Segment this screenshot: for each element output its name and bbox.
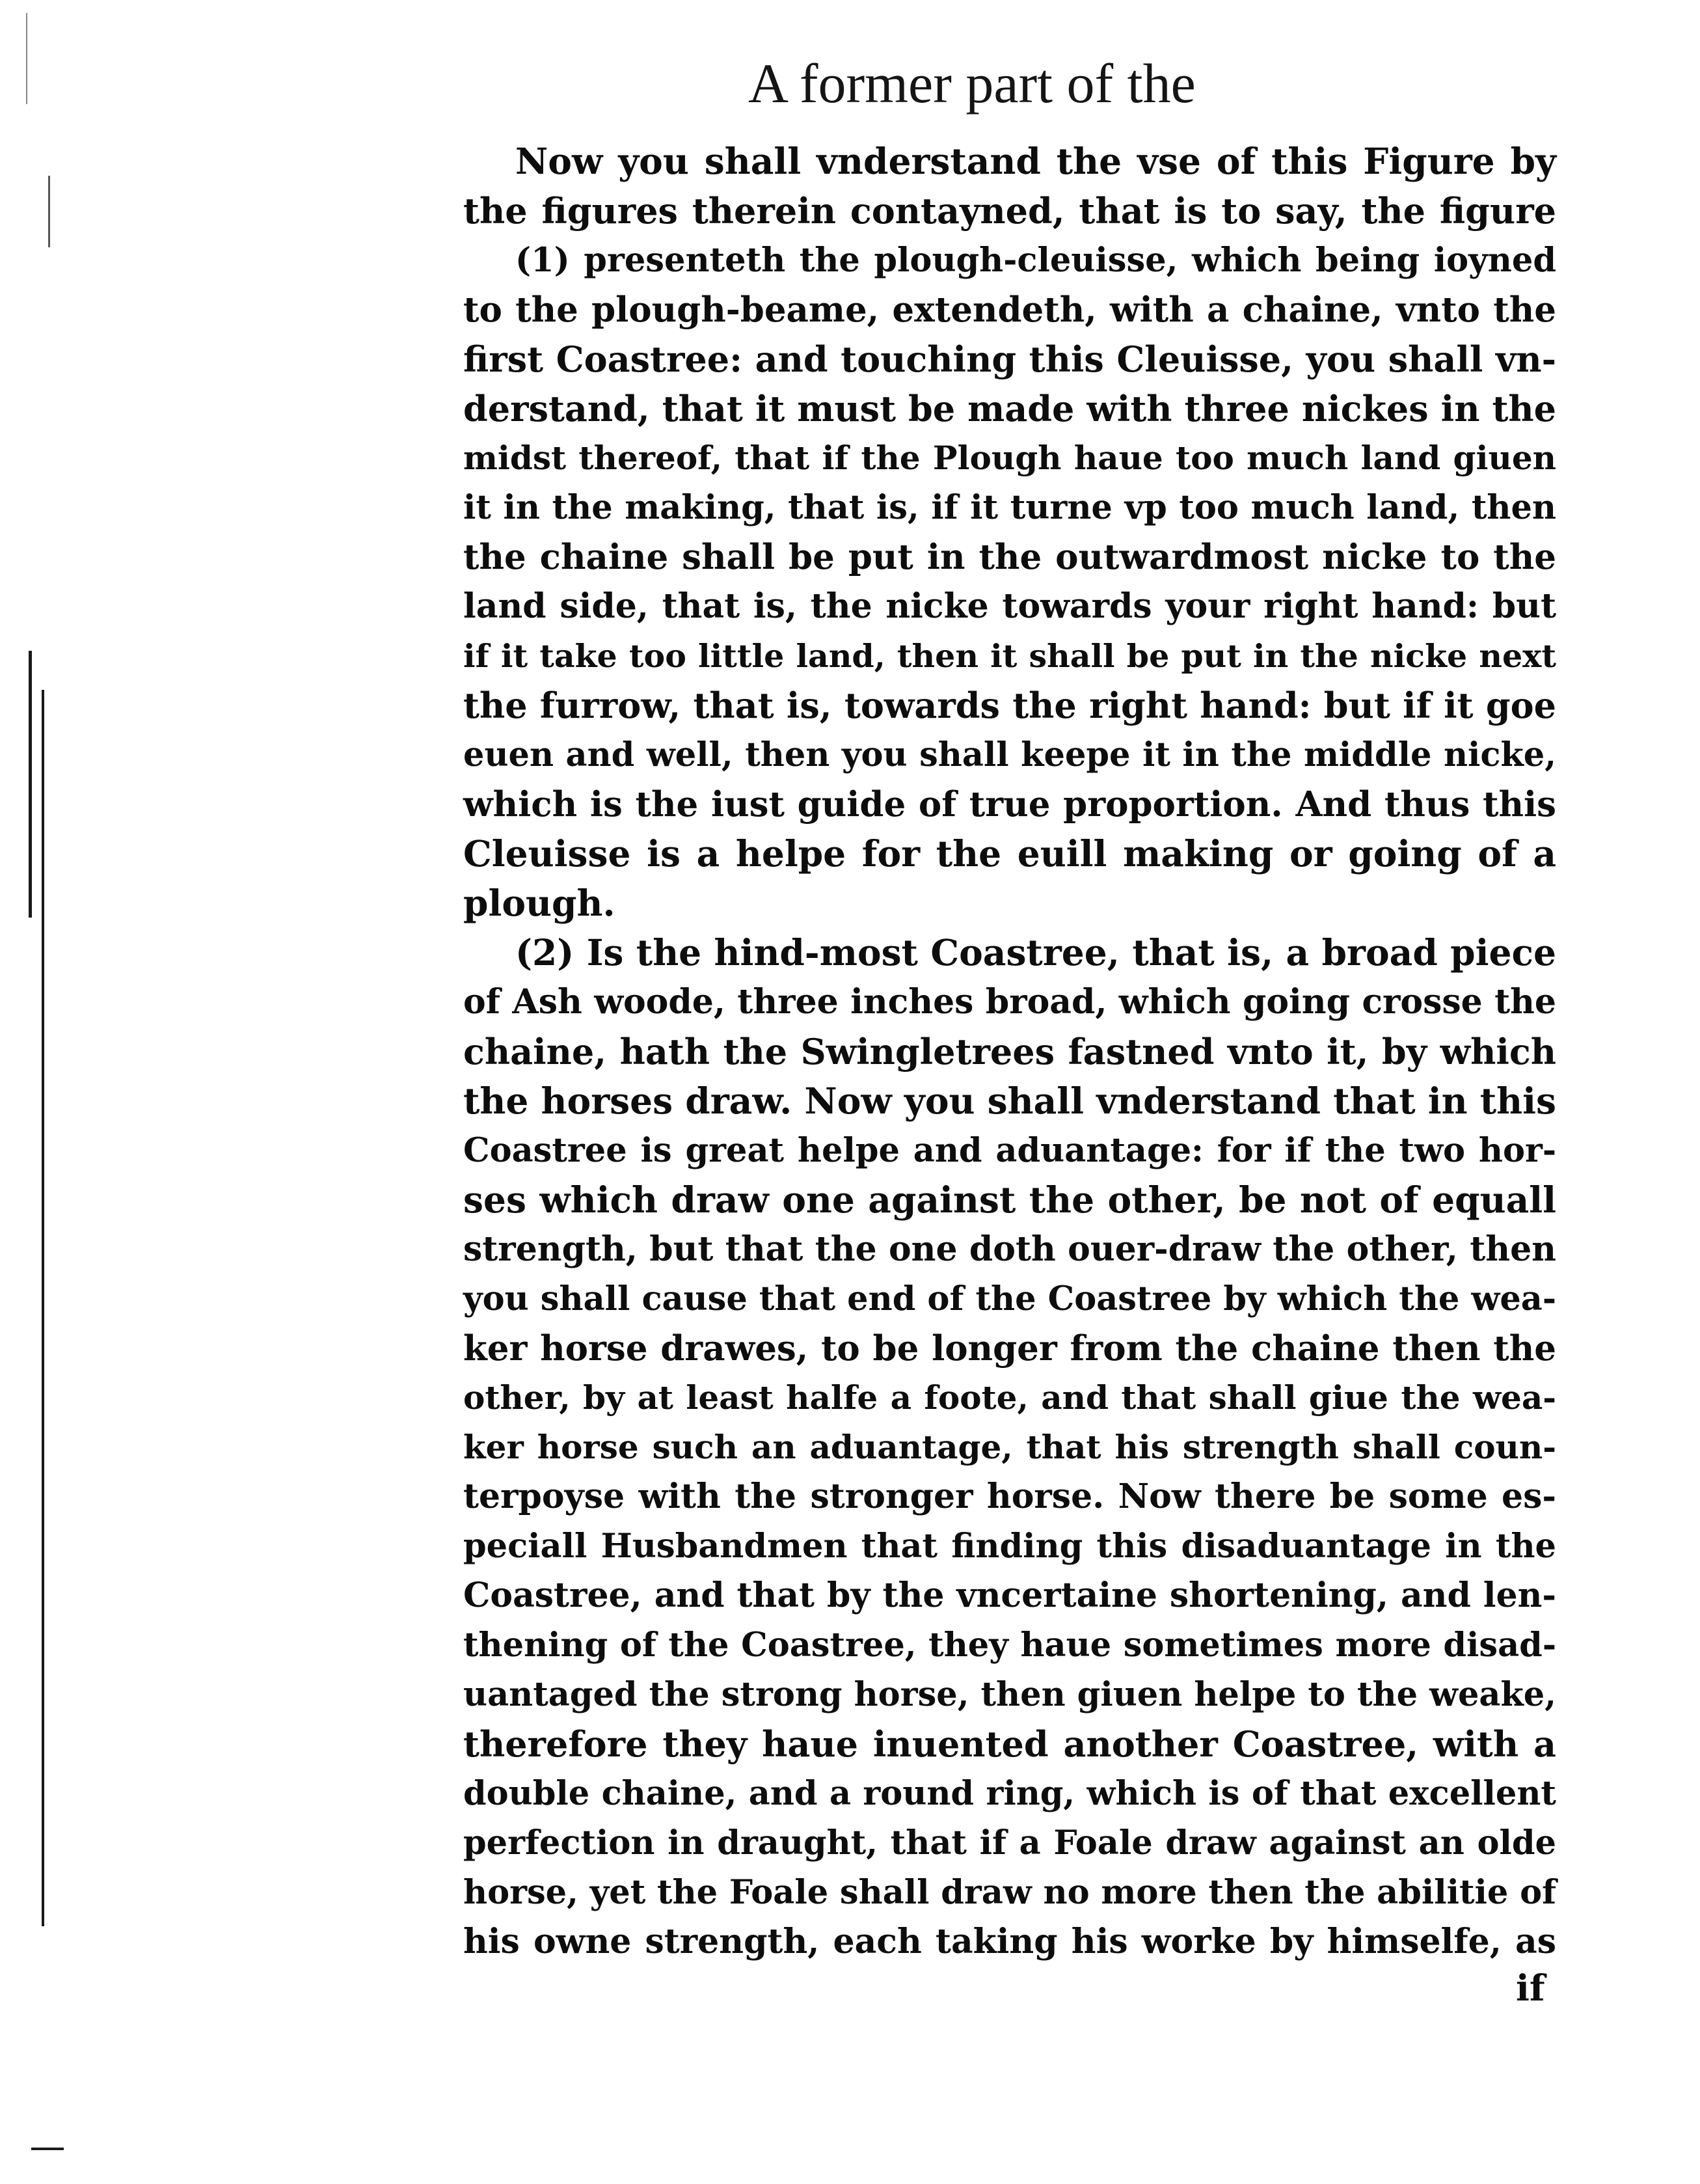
text-line: chaine, hath the Swingletrees fastned vnto it, by which [463, 1031, 1556, 1072]
text-line: to the plough-beame, extendeth, with a chaine, vnto the [463, 290, 1556, 330]
text-line: therefore they haue inuented another Coastree, with a [463, 1723, 1556, 1765]
text-line: it in the making, that is, if it turne vp too much land, then [463, 488, 1556, 527]
text-line: first Coastree: and touching this Cleuisse, you shall vn- [463, 338, 1556, 380]
text-line: horse, yet the Foale shall draw no more then the abilitie of [463, 1873, 1557, 1912]
text-line: his owne strength, each taking his worke by himselfe, as [463, 1922, 1556, 1961]
text-line: the horses draw. Now you shall vnderstand that in this [463, 1080, 1557, 1122]
text-line: ker horse such an aduantage, that his strength shall coun- [463, 1428, 1556, 1466]
text-line: derstand, that it must be made with three nickes in the [463, 388, 1556, 430]
text-line: Coastree, and that by the vncertaine shortening, and len- [463, 1576, 1556, 1615]
gutter-shadow [29, 651, 32, 918]
text-line: Now you shall vnderstand the vse of this Figure by [515, 140, 1556, 182]
text-line: uantaged the strong horse, then giuen helpe to the weake, [463, 1675, 1556, 1714]
text-line: ker horse drawes, to be longer from the chaine then the [463, 1328, 1556, 1369]
gutter-shadow [48, 176, 50, 247]
text-line: plough. [463, 882, 615, 924]
text-line: peciall Husbandmen that finding this disaduantage in the [463, 1527, 1556, 1566]
text-line: ses which draw one against the other, be not of equall [463, 1179, 1556, 1221]
text-line: euen and well, then you shall keepe it in the middle nicke, [463, 735, 1556, 774]
gutter-shadow [31, 2148, 64, 2150]
text-line: thening of the Coastree, they haue sometimes more disad- [463, 1626, 1556, 1665]
text-line: you shall cause that end of the Coastree by which the wea- [463, 1279, 1556, 1318]
text-line: if it take too little land, then it shall be put in the nicke next [463, 637, 1556, 675]
text-line: double chaine, and a round ring, which is of that excellent [463, 1774, 1556, 1813]
catchword: if [1516, 1967, 1545, 2009]
body-text [463, 137, 1556, 1967]
text-line: which is the iust guide of true proportion. And thus this [463, 784, 1556, 825]
text-line: the figures therein contayned, that is to say, the figure [463, 190, 1556, 232]
text-line: strength, but that the one doth ouer-draw the other, then [463, 1229, 1556, 1269]
gutter-shadow [42, 690, 44, 1926]
text-line: other, by at least halfe a foote, and that shall giue the wea- [463, 1378, 1556, 1417]
gutter-shadow [26, 13, 27, 104]
text-line: terpoyse with the stronger horse. Now there be some es- [463, 1477, 1556, 1516]
text-line: perfection in draught, that if a Foale draw against an olde [463, 1823, 1556, 1863]
text-line: land side, that is, the nicke towards your right hand: but [463, 586, 1556, 626]
text-line: the furrow, that is, towards the right hand: but if it goe [463, 685, 1556, 726]
text-line: (1) presenteth the plough-cleuisse, which being ioyned [515, 241, 1556, 280]
text-line: (2) Is the hind-most Coastree, that is, a broad piece [515, 931, 1556, 974]
text-line: Coastree is great helpe and aduantage: for if the two hor- [463, 1131, 1556, 1170]
text-line: of Ash woode, three inches broad, which going crosse the [463, 982, 1556, 1022]
text-line: midst thereof, that if the Plough haue too much land giuen [463, 439, 1556, 477]
running-head: A former part of the [748, 52, 1196, 115]
text-line: the chaine shall be put in the outwardmost nicke to the [463, 537, 1556, 577]
text-line: Cleuisse is a helpe for the euill making or going of a [463, 832, 1556, 875]
